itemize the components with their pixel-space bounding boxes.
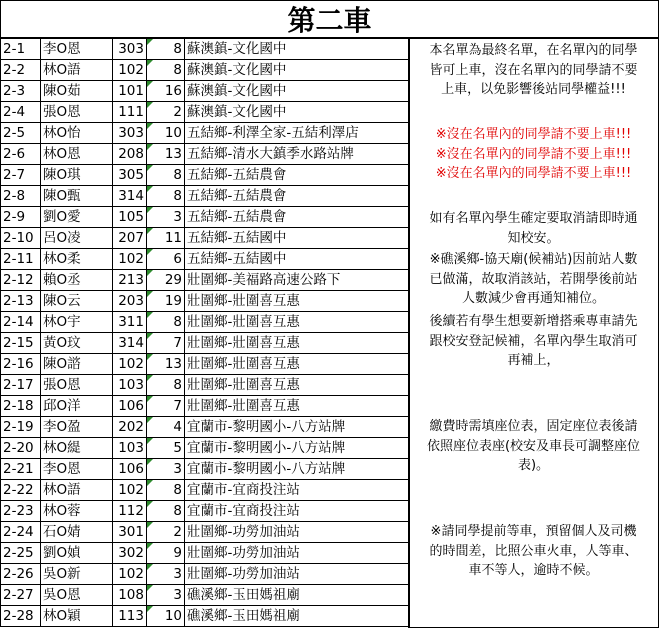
seat-number: 2	[147, 522, 185, 543]
row-id: 2-21	[1, 459, 41, 480]
pickup-stop: 宜蘭市-黎明國小-八方站牌	[185, 438, 410, 459]
student-name: 陳O甄	[41, 186, 113, 207]
row-id: 2-11	[1, 249, 41, 270]
table-row	[1, 480, 410, 501]
table-row	[1, 354, 410, 375]
note-seating	[409, 417, 658, 476]
pickup-stop: 壯圍鄉-壯圍喜互惠	[185, 375, 410, 396]
roster-table	[0, 38, 410, 627]
seat-number: 5	[147, 438, 185, 459]
class-number: 301	[113, 522, 147, 543]
pickup-stop: 五結鄉-五結國中	[185, 228, 410, 249]
student-name: 林O恩	[41, 144, 113, 165]
pickup-stop: 宜蘭市-宜商投注站	[185, 480, 410, 501]
seat-number: 3	[147, 459, 185, 480]
notes-panel	[408, 38, 659, 628]
class-number: 213	[113, 270, 147, 291]
seat-number: 7	[147, 396, 185, 417]
class-number: 103	[113, 375, 147, 396]
class-number: 203	[113, 291, 147, 312]
note-line: 依照座位表座(校安及車長可調整座位	[426, 438, 641, 454]
table-row	[1, 396, 410, 417]
class-number: 103	[113, 438, 147, 459]
note-cancel	[409, 209, 658, 248]
pickup-stop: 五結鄉-五結農會	[185, 207, 410, 228]
pickup-stop: 壯圍鄉-功勞加油站	[185, 564, 410, 585]
table-row	[1, 438, 410, 459]
seat-number: 13	[147, 354, 185, 375]
note-line: 如有名單內學生確定要取消請即時通	[429, 211, 638, 226]
note-line: 表)。	[517, 458, 550, 473]
table-row	[1, 186, 410, 207]
seat-number: 3	[147, 585, 185, 606]
pickup-stop: 壯圍鄉-功勞加油站	[185, 522, 410, 543]
row-id: 2-18	[1, 396, 41, 417]
student-name: 張O恩	[41, 375, 113, 396]
pickup-stop: 壯圍鄉-壯圍喜互惠	[185, 291, 410, 312]
note-line: 人數減少會再通知補位。	[461, 291, 605, 306]
table-row	[1, 102, 410, 123]
class-number: 207	[113, 228, 147, 249]
class-number: 202	[113, 417, 147, 438]
table-row	[1, 585, 410, 606]
row-id: 2-25	[1, 543, 41, 564]
row-id: 2-24	[1, 522, 41, 543]
seat-number: 10	[147, 123, 185, 144]
note-line: 本名單為最終名單，在名單內的同學	[429, 43, 638, 58]
row-id: 2-8	[1, 186, 41, 207]
note-line: 知校安。	[507, 230, 560, 246]
table-row	[1, 606, 410, 627]
student-name: 黃O玟	[41, 333, 113, 354]
table-row	[1, 270, 410, 291]
student-name: 張O恩	[41, 102, 113, 123]
note-line: ※請同學提前等車，預留個人及司機	[430, 524, 637, 539]
student-name: 林O語	[41, 60, 113, 81]
row-id: 2-7	[1, 165, 41, 186]
seat-number: 3	[147, 207, 185, 228]
note-line: 上車，以免影響後站同學權益!!!	[441, 82, 626, 97]
class-number: 311	[113, 312, 147, 333]
row-id: 2-14	[1, 312, 41, 333]
row-id: 2-22	[1, 480, 41, 501]
note-line: 的時間差，比照公車火車，人等車、	[429, 543, 638, 559]
pickup-stop: 壯圍鄉-美福路高速公路下	[185, 270, 410, 291]
pickup-stop: 宜蘭市-宜商投注站	[185, 501, 410, 522]
note-punctuality	[409, 522, 658, 581]
pickup-stop: 礁溪鄉-玉田媽祖廟	[185, 606, 410, 627]
table-row	[1, 522, 410, 543]
table-row	[1, 501, 410, 522]
class-number: 102	[113, 60, 147, 81]
table-row	[1, 165, 410, 186]
pickup-stop: 蘇澳鎮-文化國中	[185, 81, 410, 102]
class-number: 113	[113, 606, 147, 627]
table-row	[1, 417, 410, 438]
pickup-stop: 壯圍鄉-壯圍喜互惠	[185, 396, 410, 417]
pickup-stop: 宜蘭市-黎明國小-八方站牌	[185, 459, 410, 480]
pickup-stop: 五結鄉-清水大鎮季水路站牌	[185, 144, 410, 165]
seat-number: 3	[147, 564, 185, 585]
warning-line: ※沒在名單內的同學請不要上車!!!	[435, 127, 632, 142]
row-id: 2-3	[1, 81, 41, 102]
seat-number: 8	[147, 501, 185, 522]
student-name: 邱O洋	[41, 396, 113, 417]
seat-number: 8	[147, 39, 185, 60]
note-final-list	[409, 41, 658, 100]
student-name: 林O緹	[41, 438, 113, 459]
row-id: 2-19	[1, 417, 41, 438]
student-name: 林O穎	[41, 606, 113, 627]
pickup-stop: 壯圍鄉-壯圍喜互惠	[185, 312, 410, 333]
seat-number: 9	[147, 543, 185, 564]
seat-number: 2	[147, 102, 185, 123]
class-number: 112	[113, 501, 147, 522]
student-name: 陳O諮	[41, 354, 113, 375]
note-warning	[409, 125, 658, 184]
table-row	[1, 375, 410, 396]
class-number: 106	[113, 459, 147, 480]
pickup-stop: 蘇澳鎮-文化國中	[185, 60, 410, 81]
class-number: 102	[113, 249, 147, 270]
seat-number: 4	[147, 417, 185, 438]
table-row	[1, 312, 410, 333]
class-number: 102	[113, 354, 147, 375]
student-name: 陳O琪	[41, 165, 113, 186]
note-line: 繳費時需填座位表，固定座位表後請	[429, 419, 638, 434]
warning-line: ※沒在名單內的同學請不要上車!!!	[435, 166, 632, 181]
student-name: 呂O凌	[41, 228, 113, 249]
student-name: 林O柔	[41, 249, 113, 270]
row-id: 2-28	[1, 606, 41, 627]
seat-number: 6	[147, 249, 185, 270]
note-line: 車不等人，逾時不候。	[468, 563, 599, 578]
table-row	[1, 60, 410, 81]
note-line: 跟校安登記候補，名單內學生取消可	[429, 333, 638, 349]
table-row	[1, 333, 410, 354]
class-number: 305	[113, 165, 147, 186]
pickup-stop: 礁溪鄉-玉田媽祖廟	[185, 585, 410, 606]
note-line: 皆可上車，沒在名單內的同學請不要	[429, 62, 638, 78]
class-number: 105	[113, 207, 147, 228]
table-row	[1, 228, 410, 249]
pickup-stop: 五結鄉-五結國中	[185, 249, 410, 270]
row-id: 2-26	[1, 564, 41, 585]
note-line: 已做滿，故取消該站，若開學後前站	[429, 271, 638, 287]
table-row	[1, 249, 410, 270]
row-id: 2-13	[1, 291, 41, 312]
class-number: 108	[113, 585, 147, 606]
student-name: 吳O新	[41, 564, 113, 585]
seat-number: 16	[147, 81, 185, 102]
student-name: 李O恩	[41, 39, 113, 60]
pickup-stop: 五結鄉-五結農會	[185, 186, 410, 207]
pickup-stop: 五結鄉-五結農會	[185, 165, 410, 186]
seat-number: 13	[147, 144, 185, 165]
student-name: 李O恩	[41, 459, 113, 480]
class-number: 102	[113, 480, 147, 501]
pickup-stop: 五結鄉-利澤全家-五結利澤店	[185, 123, 410, 144]
seat-number: 19	[147, 291, 185, 312]
pickup-stop: 蘇澳鎮-文化國中	[185, 39, 410, 60]
pickup-stop: 壯圍鄉-壯圍喜互惠	[185, 354, 410, 375]
table-row	[1, 291, 410, 312]
student-name: 劉O媜	[41, 543, 113, 564]
row-id: 2-5	[1, 123, 41, 144]
student-name: 陳O云	[41, 291, 113, 312]
student-name: 吳O恩	[41, 585, 113, 606]
student-name: 李O盈	[41, 417, 113, 438]
student-name: 林O語	[41, 480, 113, 501]
class-number: 302	[113, 543, 147, 564]
class-number: 314	[113, 186, 147, 207]
student-name: 劉O愛	[41, 207, 113, 228]
row-id: 2-16	[1, 354, 41, 375]
page-title: 第二車	[0, 0, 659, 38]
row-id: 2-4	[1, 102, 41, 123]
class-number: 208	[113, 144, 147, 165]
student-name: 林O怡	[41, 123, 113, 144]
student-name: 陳O茹	[41, 81, 113, 102]
seat-number: 8	[147, 60, 185, 81]
row-id: 2-27	[1, 585, 41, 606]
pickup-stop: 宜蘭市-黎明國小-八方站牌	[185, 417, 410, 438]
seat-number: 29	[147, 270, 185, 291]
student-name: 賴O丞	[41, 270, 113, 291]
row-id: 2-9	[1, 207, 41, 228]
seat-number: 10	[147, 606, 185, 627]
seat-number: 7	[147, 333, 185, 354]
class-number: 111	[113, 102, 147, 123]
class-number: 303	[113, 39, 147, 60]
student-name: 石O婧	[41, 522, 113, 543]
class-number: 106	[113, 396, 147, 417]
seat-number: 8	[147, 375, 185, 396]
note-waitlist-stop	[409, 250, 658, 309]
pickup-stop: 壯圍鄉-功勞加油站	[185, 543, 410, 564]
pickup-stop: 蘇澳鎮-文化國中	[185, 102, 410, 123]
table-row	[1, 81, 410, 102]
note-line: 後續若有學生想要新增搭乘專車請先	[429, 314, 638, 329]
pickup-stop: 壯圍鄉-壯圍喜互惠	[185, 333, 410, 354]
note-line: 再補上，	[507, 353, 560, 368]
seat-number: 8	[147, 186, 185, 207]
row-id: 2-15	[1, 333, 41, 354]
class-number: 314	[113, 333, 147, 354]
seat-number: 8	[147, 312, 185, 333]
seat-number: 11	[147, 228, 185, 249]
table-row	[1, 459, 410, 480]
table-row	[1, 207, 410, 228]
warning-line: ※沒在名單內的同學請不要上車!!!	[435, 146, 632, 162]
row-id: 2-17	[1, 375, 41, 396]
row-id: 2-6	[1, 144, 41, 165]
class-number: 303	[113, 123, 147, 144]
seat-number: 8	[147, 480, 185, 501]
row-id: 2-10	[1, 228, 41, 249]
note-add-rider	[409, 312, 658, 371]
table-row	[1, 564, 410, 585]
student-name: 林O蓉	[41, 501, 113, 522]
table-row	[1, 39, 410, 60]
row-id: 2-1	[1, 39, 41, 60]
table-row	[1, 543, 410, 564]
seat-number: 8	[147, 165, 185, 186]
table-row	[1, 144, 410, 165]
class-number: 101	[113, 81, 147, 102]
class-number: 102	[113, 564, 147, 585]
table-row	[1, 123, 410, 144]
row-id: 2-23	[1, 501, 41, 522]
row-id: 2-12	[1, 270, 41, 291]
note-line: ※礁溪鄉-協天廟(候補站)因前站人數	[429, 252, 638, 267]
student-name: 林O宇	[41, 312, 113, 333]
row-id: 2-20	[1, 438, 41, 459]
row-id: 2-2	[1, 60, 41, 81]
